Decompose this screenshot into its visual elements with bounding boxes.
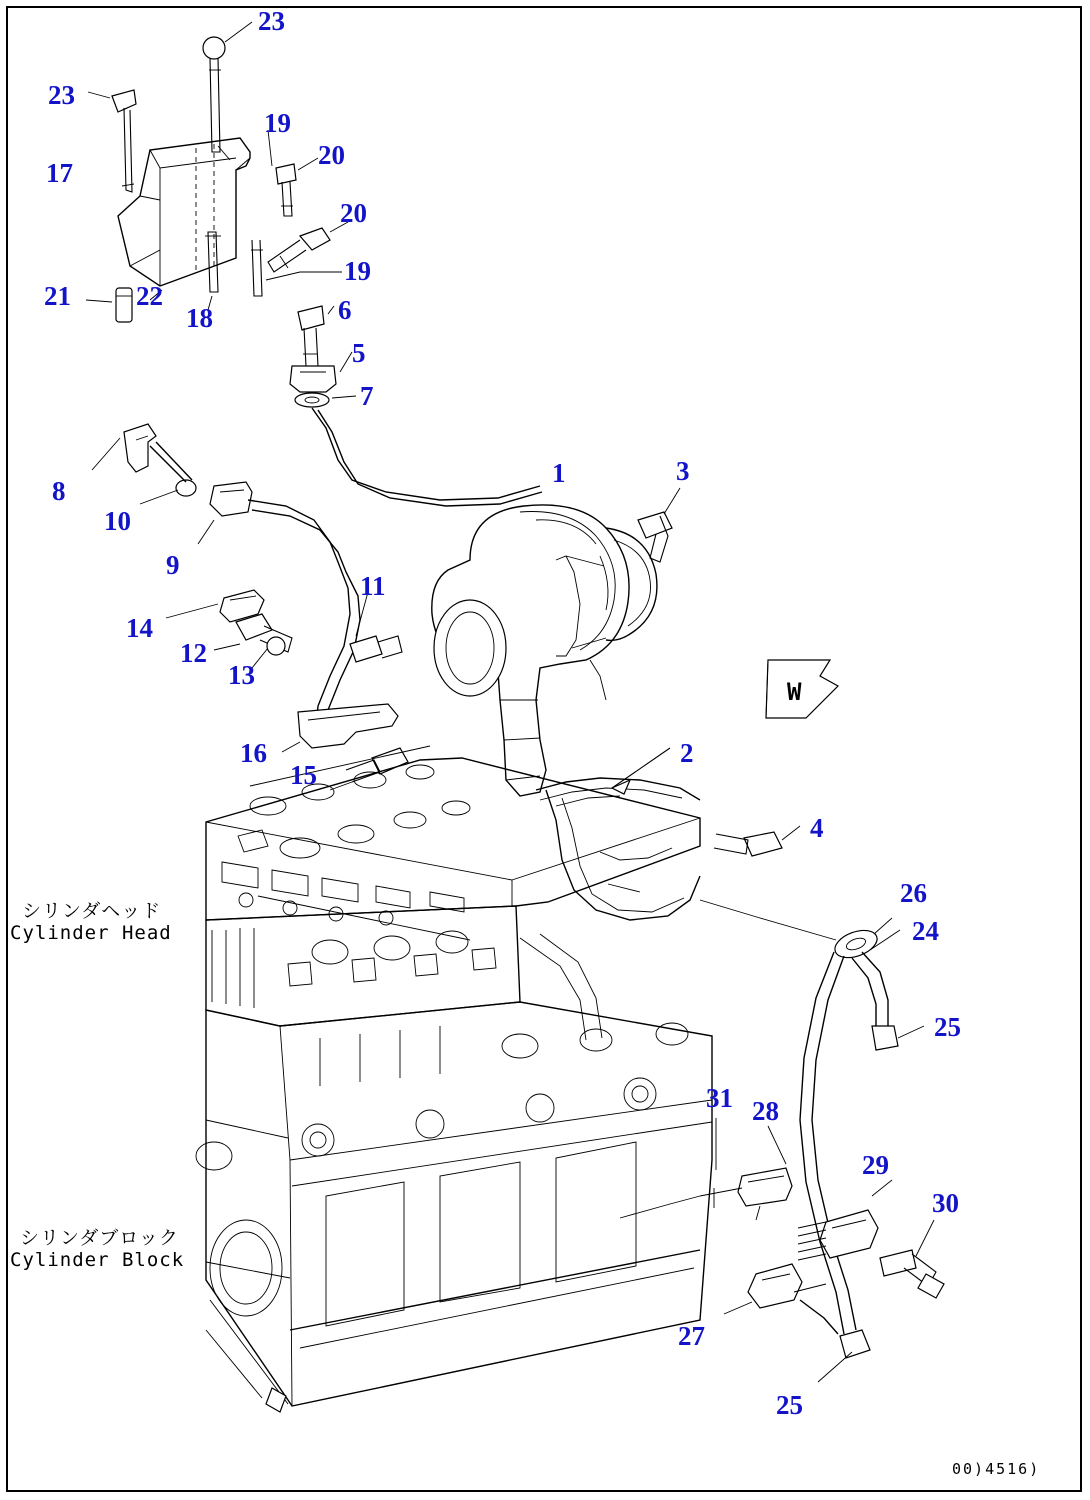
callout-3: 3	[676, 456, 690, 486]
drawing-number: 00)4516)	[952, 1460, 1041, 1478]
part-14-clamp	[166, 590, 264, 622]
label-cylinder-block-jp: シリンダブロック	[20, 1227, 179, 1249]
callout-20-upper: 20	[318, 140, 345, 170]
callout-9: 9	[166, 550, 180, 580]
callout-19-upper: 19	[264, 108, 291, 138]
callout-8: 8	[52, 476, 66, 506]
callout-17: 17	[46, 158, 73, 188]
callout-24: 24	[912, 916, 939, 946]
part-8-bracket	[92, 424, 156, 472]
part-31-28-clamp	[620, 1118, 792, 1220]
part-11-bolt	[350, 592, 402, 662]
callout-1: 1	[552, 458, 566, 488]
label-cylinder-block-en: Cylinder Block	[10, 1249, 185, 1271]
callout-2: 2	[680, 738, 694, 768]
part-18-rod	[205, 232, 221, 310]
callout-13: 13	[228, 660, 255, 690]
callout-7: 7	[360, 381, 374, 411]
part-27-clamp	[724, 1264, 838, 1334]
label-cylinder-head-en: Cylinder Head	[10, 922, 172, 944]
callout-31: 31	[706, 1083, 733, 1113]
part-17-cover	[118, 138, 250, 286]
callout-5: 5	[352, 338, 366, 368]
part-16-bracket	[282, 704, 398, 752]
callout-30: 30	[932, 1188, 959, 1218]
callout-18: 18	[186, 303, 213, 333]
callout-25-lower: 25	[776, 1390, 803, 1420]
callout-26: 26	[900, 878, 927, 908]
callout-16: 16	[240, 738, 267, 768]
callout-21: 21	[44, 281, 71, 311]
callout-25-upper: 25	[934, 1012, 961, 1042]
callout-14: 14	[126, 613, 153, 643]
callout-20-lower: 20	[340, 198, 367, 228]
callout-11: 11	[360, 571, 386, 601]
callout-15: 15	[290, 760, 317, 790]
callout-4: 4	[810, 813, 824, 843]
callout-29: 29	[862, 1150, 889, 1180]
callout-23-top: 23	[258, 6, 285, 36]
part-3-bolt	[638, 488, 680, 562]
part-15-bolt	[330, 748, 408, 790]
callout-6: 6	[338, 295, 352, 325]
part-29-30-clamp	[798, 1180, 944, 1298]
part-4-bolt	[714, 826, 800, 856]
view-arrow-label: W	[787, 678, 803, 706]
callout-19-lower: 19	[344, 256, 371, 286]
callout-22: 22	[136, 281, 163, 311]
engine-cylinder-block	[196, 1002, 712, 1412]
part-5-clamp	[290, 352, 352, 392]
callout-28: 28	[752, 1096, 779, 1126]
callout-12: 12	[180, 638, 207, 668]
exhaust-manifold	[520, 790, 700, 1040]
callout-23-left: 23	[48, 80, 75, 110]
part-9-joint	[198, 482, 252, 544]
callout-10: 10	[104, 506, 131, 536]
callout-27: 27	[678, 1321, 705, 1351]
part-1-turbocharger	[432, 505, 657, 796]
part-6-bolt	[298, 306, 334, 366]
part-7-washer	[295, 393, 356, 407]
label-cylinder-head-jp: シリンダヘッド	[22, 900, 162, 922]
engine-head-side	[206, 906, 520, 1026]
